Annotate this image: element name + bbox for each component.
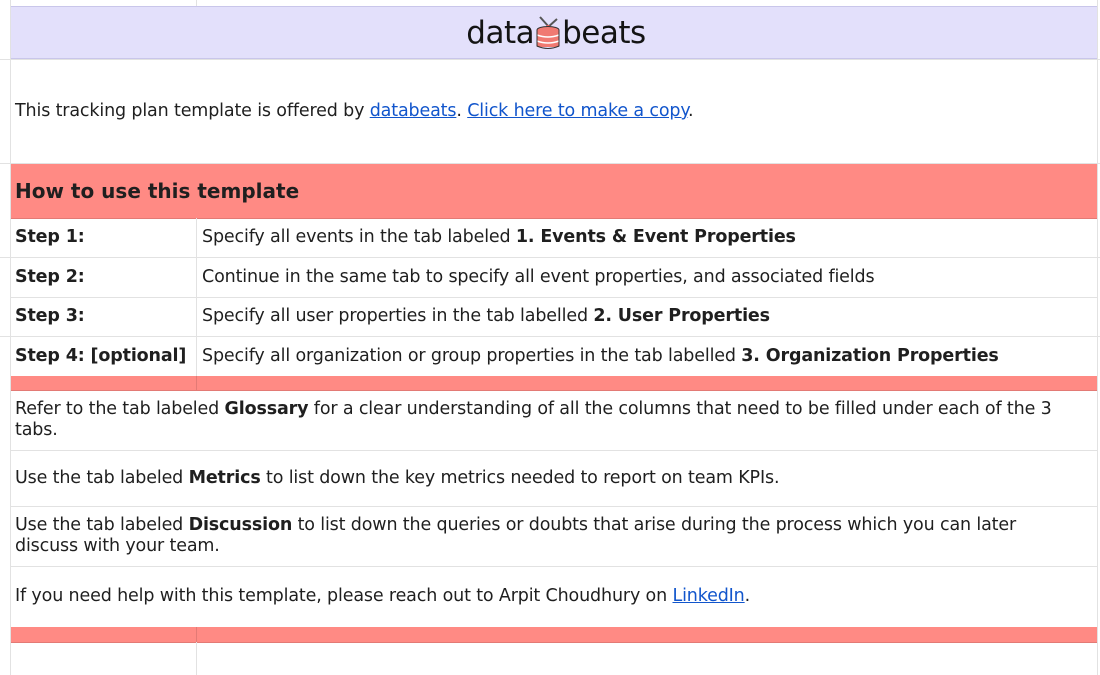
linkedin-link[interactable]: LinkedIn — [672, 586, 745, 606]
note-row-metrics — [0, 450, 1100, 507]
step-text-plain: Specify all organization or group properties in the tab labelled — [202, 346, 742, 366]
step-text-plain: Specify all user properties in the tab labelled — [202, 306, 594, 326]
note-cell[interactable] — [11, 450, 1097, 506]
row-gutter — [0, 642, 11, 675]
intro-cell[interactable] — [11, 60, 1097, 163]
how-to-header-cell[interactable] — [11, 164, 1097, 218]
row-gutter — [0, 6, 11, 59]
row-gutter — [0, 390, 11, 450]
step-row — [0, 258, 1100, 298]
row-gutter — [0, 450, 11, 506]
note-cell[interactable] — [11, 506, 1097, 566]
row-gutter — [0, 566, 11, 627]
databeats-link[interactable]: databeats — [369, 101, 457, 121]
step-text-cell[interactable] — [197, 258, 1097, 297]
note-text — [15, 586, 750, 607]
step-text — [202, 267, 874, 288]
note-row-discussion — [0, 506, 1100, 567]
step-label-cell[interactable] — [11, 297, 197, 336]
step-text-bold: 1. Events & Event Properties — [515, 227, 796, 247]
row-gutter — [0, 337, 11, 376]
note-post: . — [744, 586, 751, 606]
step-text-bold: 3. Organization Properties — [741, 346, 999, 366]
step-label: Step 1: — [15, 227, 85, 247]
cell[interactable] — [11, 627, 197, 642]
note-post: to list down the key metrics needed to report on team KPIs. — [260, 467, 780, 488]
step-text — [202, 346, 999, 367]
step-text-bold: 2. User Properties — [593, 306, 770, 326]
note-row-glossary — [0, 390, 1100, 451]
section-divider — [0, 627, 1100, 643]
step-text — [202, 306, 770, 327]
note-text — [15, 515, 1057, 557]
note-row-help — [0, 566, 1100, 628]
note-text — [15, 399, 1083, 441]
cell[interactable] — [11, 376, 197, 390]
step-row — [0, 218, 1100, 258]
step-text-plain: Continue in the same tab to specify all event properties, and associated fields — [202, 267, 875, 287]
step-row — [0, 297, 1100, 337]
row-gutter — [0, 376, 11, 390]
intro-row — [0, 60, 1100, 164]
section-title: How to use this template — [15, 179, 300, 203]
step-text-plain: Specify all events in the tab labeled — [202, 227, 516, 247]
note-cell[interactable] — [11, 390, 1097, 450]
intro-suffix: . — [688, 101, 694, 121]
discussion-tab-name: Discussion — [188, 515, 293, 535]
metrics-tab-name: Metrics — [188, 467, 261, 488]
intro-separator: . — [456, 101, 468, 121]
make-copy-link[interactable]: Click here to make a copy — [467, 101, 689, 121]
note-text — [15, 468, 779, 489]
row-gutter — [0, 297, 11, 336]
note-pre: Use the tab labeled — [15, 515, 189, 535]
note-pre: If you need help with this template, please reach out to Arpit Choudhury on — [15, 586, 673, 606]
step-text-cell[interactable] — [197, 297, 1097, 336]
step-text — [202, 227, 796, 248]
note-cell[interactable] — [11, 566, 1097, 627]
drum-icon — [535, 15, 561, 51]
note-pre: Refer to the tab labeled — [15, 399, 225, 419]
databeats-logo — [466, 15, 645, 51]
row-gutter — [0, 218, 11, 257]
logo-cell[interactable] — [11, 6, 1097, 59]
section-divider — [0, 376, 1100, 391]
note-post: for a clear understanding of all the columns that need to be filled under each of the 3 tabs. — [15, 399, 1052, 440]
step-label-cell[interactable] — [11, 337, 197, 376]
step-label-cell[interactable] — [11, 218, 197, 257]
row-gutter — [0, 258, 11, 297]
note-pre: Use the tab labeled — [15, 467, 189, 488]
glossary-tab-name: Glossary — [224, 399, 309, 419]
row-gutter — [0, 506, 11, 566]
step-label: Step 4: [optional] — [15, 346, 187, 366]
intro-text — [15, 101, 693, 122]
row-gutter — [0, 164, 11, 218]
step-text-cell[interactable] — [197, 218, 1097, 257]
empty-row-bottom — [0, 642, 1100, 675]
cell[interactable] — [11, 642, 197, 675]
step-text-cell[interactable] — [197, 337, 1097, 376]
logo-banner — [0, 6, 1100, 60]
step-label: Step 3: — [15, 306, 85, 326]
logo-text-beats: beats — [562, 14, 646, 51]
step-row — [0, 337, 1100, 377]
row-gutter — [0, 60, 11, 163]
note-post: to list down the queries or doubts that arise during the process which you can later discuss with your team. — [15, 515, 1017, 556]
logo-text-data: data — [466, 14, 535, 51]
intro-prefix: This tracking plan template is offered by — [15, 101, 370, 121]
step-label-cell[interactable] — [11, 258, 197, 297]
step-label: Step 2: — [15, 267, 85, 287]
row-gutter — [0, 627, 11, 642]
how-to-header-row — [0, 164, 1100, 219]
